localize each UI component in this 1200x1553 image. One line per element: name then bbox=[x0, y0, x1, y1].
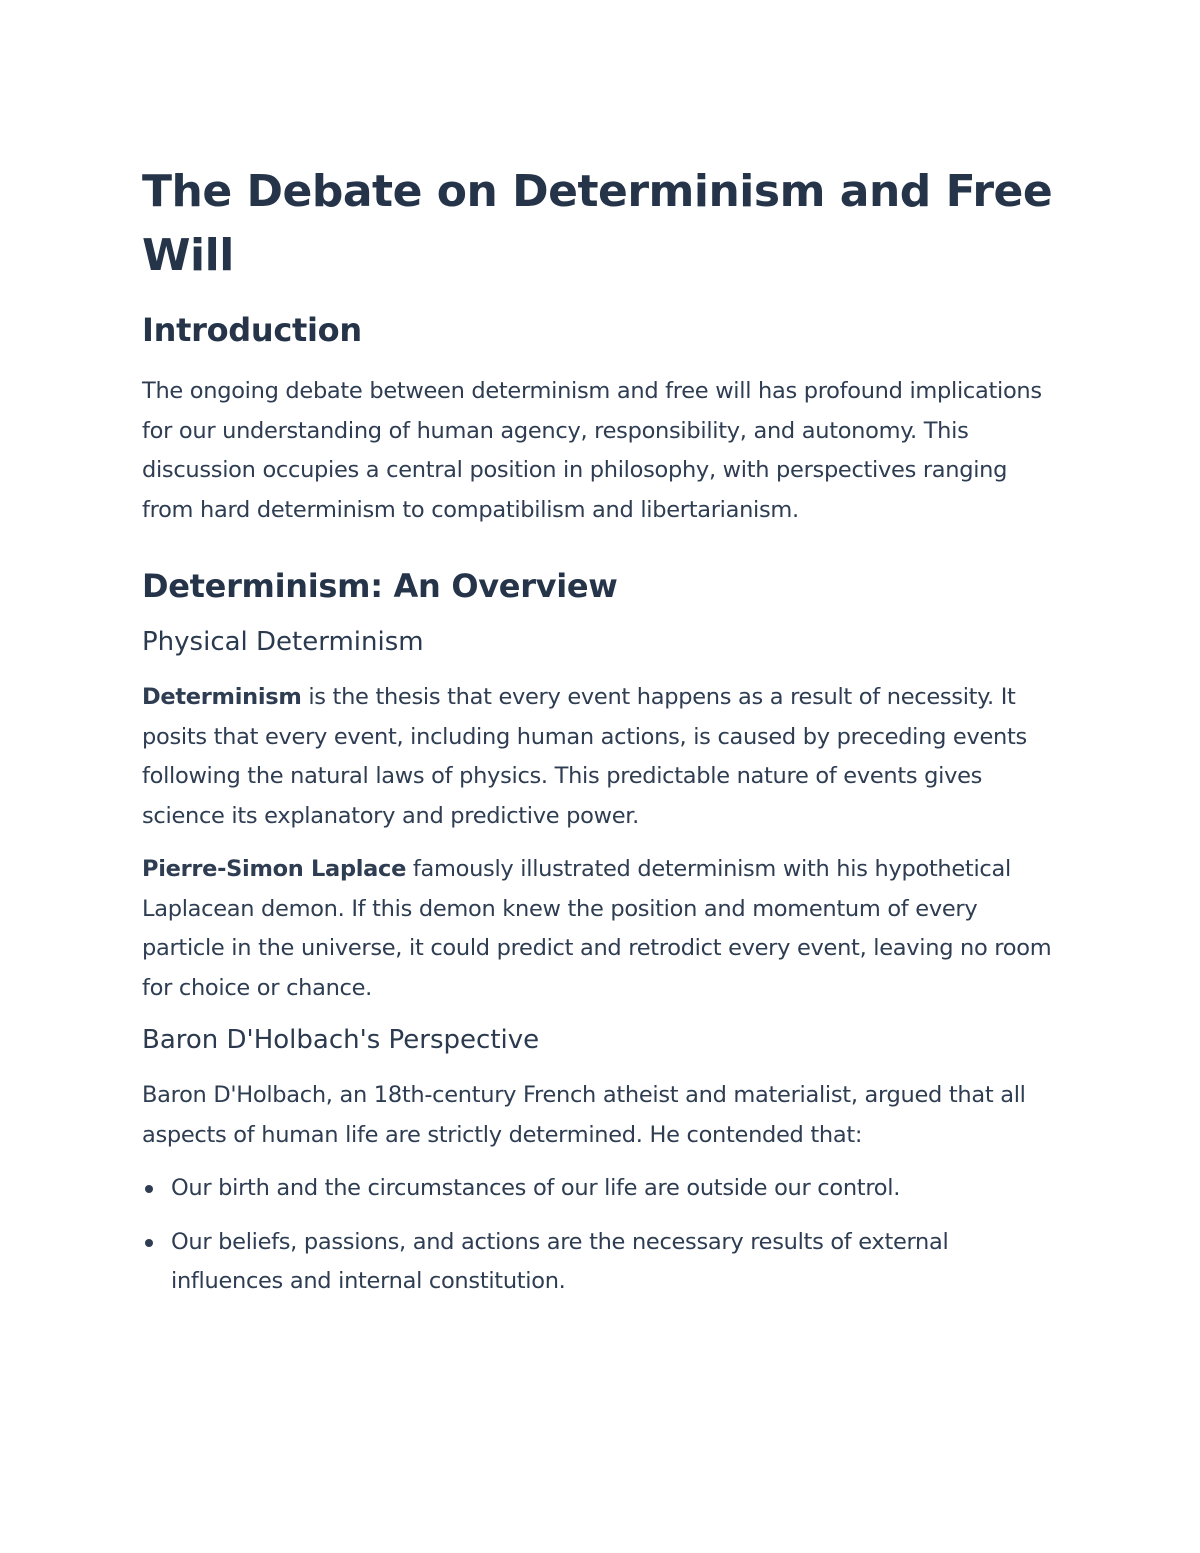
introduction-paragraph: The ongoing debate between determinism and free will has profound implications for our understanding of human agency, responsibility, and autonomy. This discussion occupies a central position in philosophy, with perspectives ranging from hard determinism to compatibilism and libertarianism. bbox=[142, 378, 1042, 523]
list-item bbox=[142, 1223, 1062, 1302]
laplace-paragraph bbox=[142, 850, 1062, 1008]
document-title: The Debate on Determinism and Free Will bbox=[142, 166, 1053, 281]
subheading-physical-determinism: Physical Determinism bbox=[142, 627, 424, 657]
term-determinism: Determinism bbox=[142, 684, 302, 710]
dholbach-paragraph: Baron D'Holbach, an 18th-century French atheist and materialist, argued that all aspects of human life are strictly determined. He contended that: bbox=[142, 1082, 1026, 1148]
section-heading-introduction: Introduction bbox=[142, 311, 362, 349]
physical-determinism-text: is the thesis that every event happens as a result of necessity. It posits that every event, including human actions, is caused by preceding events following the natural laws of physics. This predictable nature of events gives science its explanatory and predictive power. bbox=[142, 684, 1027, 829]
list-item-text: Our beliefs, passions, and actions are the necessary results of external influences and internal constitution. bbox=[171, 1228, 949, 1294]
subheading-dholbach-perspective: Baron D'Holbach's Perspective bbox=[142, 1025, 540, 1055]
section-heading-determinism-overview: Determinism: An Overview bbox=[142, 567, 618, 605]
term-laplace: Pierre-Simon Laplace bbox=[142, 856, 407, 882]
list-item bbox=[142, 1169, 1062, 1209]
document-page bbox=[142, 160, 1062, 1316]
physical-determinism-paragraph bbox=[142, 678, 1062, 836]
bullet-dot-icon bbox=[145, 1239, 153, 1247]
list-item-text: Our birth and the circumstances of our life are outside our control. bbox=[171, 1175, 901, 1201]
dholbach-bullet-list bbox=[142, 1169, 1062, 1302]
laplace-text: famously illustrated determinism with his hypothetical Laplacean demon. If this demon knew the position and momentum of every particle in the universe, it could predict and retrodict every event, leaving no room for choice or chance. bbox=[142, 856, 1052, 1001]
bullet-dot-icon bbox=[145, 1185, 153, 1193]
